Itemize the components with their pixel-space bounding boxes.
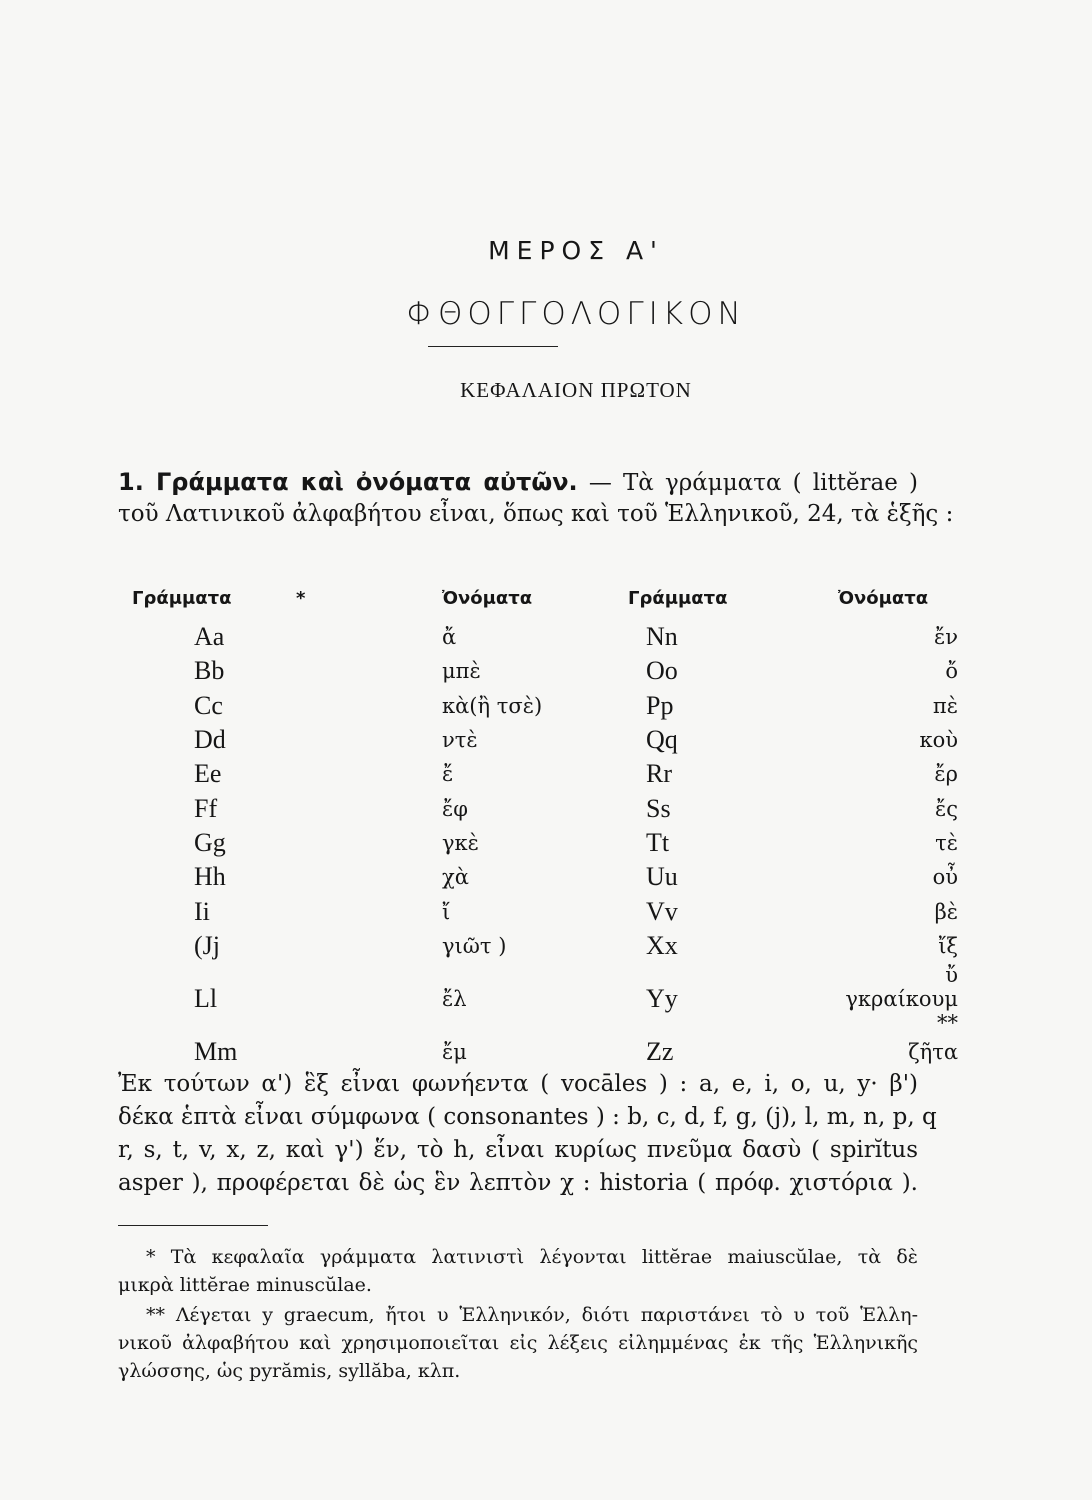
greek-name-left: κὰ(ἢ τσὲ)	[442, 693, 543, 718]
latin-letter-right: Tt	[646, 827, 670, 857]
greek-name-right: ὔ γκραίκουμ **	[845, 962, 958, 1035]
latin-letter-right: Oo	[646, 656, 678, 686]
footnote-1	[118, 1243, 918, 1299]
footnote-2-line-1: ** Λέγεται y graecum, ἤτοι υ Ἑλληνικόν, διότι παριστάνει τὸ υ τοῦ Ἑλλη-	[146, 1304, 918, 1326]
greek-name-right: ζῆτα	[908, 1040, 958, 1065]
greek-name-right: ἴξ	[938, 933, 958, 958]
latin-letter-left: Bb	[194, 656, 225, 686]
greek-name-right: ἔς	[934, 796, 958, 821]
latin-letter-right: Rr	[646, 759, 672, 789]
greek-name-left: ἔλ	[442, 986, 467, 1011]
section-1-line-2: τοῦ Λατινικοῦ ἀλφαβήτου εἶναι, ὅπως καὶ τοῦ Ἑλληνικοῦ, 24, τὰ ἑξῆς :	[118, 501, 954, 527]
header-names-left: Ὀνόματα	[442, 587, 533, 609]
latin-letter-left: (Jj	[194, 930, 220, 960]
footnote-2	[118, 1301, 918, 1385]
marker-spacer	[290, 791, 442, 825]
latin-letter-right: Vv	[646, 896, 678, 926]
section-2-paragraph	[118, 1068, 937, 1200]
latin-letter-right: Yy	[646, 983, 678, 1013]
section-2-line-1: Ἐκ τούτων α') ἓξ εἶναι φωνήεντα ( vocāles ) : a, e, i, o, u, y· β')	[118, 1071, 918, 1097]
latin-letter-right: Pp	[646, 690, 674, 720]
marker-spacer	[290, 654, 442, 688]
footnote-1-line-2: μικρὰ littĕrae minuscŭlae.	[118, 1274, 372, 1296]
latin-letter-left: Ff	[194, 793, 218, 823]
section-1-line-1-text: — Τὰ γράμματα ( littĕrae )	[577, 470, 918, 496]
greek-name-left: χὰ	[442, 865, 469, 890]
table-row	[120, 894, 958, 928]
greek-name-right: βὲ	[934, 899, 958, 924]
marker-spacer	[290, 620, 442, 654]
latin-letter-left: Gg	[194, 827, 226, 857]
greek-name-right: κοὺ	[919, 728, 958, 753]
latin-letter-right: Uu	[646, 862, 678, 892]
marker-spacer	[290, 757, 442, 791]
latin-letter-right: Zz	[646, 1037, 674, 1067]
marker-spacer	[290, 929, 442, 963]
section-1-line-1	[118, 467, 918, 499]
table-row	[120, 757, 958, 791]
subject-title: ΦΘΟΓΓΟΛΟΓΙΚΟΝ	[406, 296, 746, 332]
latin-letter-left: Cc	[194, 690, 223, 720]
marker-spacer	[290, 860, 442, 894]
greek-name-left: ἄ	[442, 625, 457, 650]
latin-letter-left: Ll	[194, 983, 218, 1013]
section-1-heading: 1. Γράμματα καὶ ὀνόματα αὐτῶν.	[118, 468, 578, 496]
footnote-2-line-3: γλώσσης, ὡς pyrămis, syllăba, κλπ.	[118, 1360, 461, 1382]
greek-name-left: ἔ	[442, 762, 454, 787]
marker-spacer	[290, 963, 442, 1035]
marker-spacer	[290, 1035, 442, 1069]
part-title: ΜΕΡΟΣ Α'	[488, 236, 664, 265]
marker-spacer	[290, 826, 442, 860]
marker-spacer	[290, 894, 442, 928]
latin-letter-left: Ee	[194, 759, 222, 789]
table-row	[120, 791, 958, 825]
alphabet-table	[120, 584, 958, 1069]
section-2-line-3: r, s, t, v, x, z, καὶ γ') ἕν, τὸ h, εἶναι κυρίως πνεῦμα δασὺ ( spirĭtus	[118, 1137, 918, 1163]
greek-name-left: γιῶτ )	[442, 933, 507, 958]
header-footnote-marker: *	[296, 587, 306, 609]
latin-letter-right: Nn	[646, 622, 678, 652]
header-names-right: Ὀνόματα	[838, 587, 929, 609]
table-row	[120, 689, 958, 723]
title-divider	[428, 346, 558, 347]
footnote-2-line-2: νικοῦ ἀλφαβήτου καὶ χρησιμοποιεῖται εἰς λέξεις εἰλημμένας ἐκ τῆς Ἑλληνικῆς	[118, 1332, 918, 1354]
latin-letter-right: Xx	[646, 930, 678, 960]
greek-name-left: μπὲ	[442, 659, 481, 684]
latin-letter-left: Ii	[194, 896, 210, 926]
latin-letter-right: Qq	[646, 725, 678, 755]
table-row	[120, 1035, 958, 1069]
table-row	[120, 929, 958, 963]
greek-name-right: ὄ	[945, 659, 958, 684]
greek-name-left: γκὲ	[442, 830, 479, 855]
table-row	[120, 963, 958, 1035]
latin-letter-left: Hh	[194, 862, 226, 892]
table-row	[120, 723, 958, 757]
section-1-paragraph	[118, 467, 954, 530]
greek-name-left: ἔφ	[442, 796, 468, 821]
latin-letter-right: Ss	[646, 793, 671, 823]
alphabet-table-header-row	[120, 584, 958, 620]
table-row	[120, 860, 958, 894]
table-row	[120, 654, 958, 688]
table-row	[120, 620, 958, 654]
latin-letter-left: Aa	[194, 622, 225, 652]
greek-name-right: ἔν	[933, 625, 958, 650]
footnote-divider	[118, 1225, 268, 1226]
marker-spacer	[290, 689, 442, 723]
header-letters-right: Γράμματα	[628, 587, 728, 609]
greek-name-right: οὖ	[932, 865, 958, 890]
section-2-line-4: asper ), προφέρεται δὲ ὡς ἓν λεπτὸν χ : historia ( πρόφ. χιστόρια ).	[118, 1170, 918, 1196]
greek-name-right: τὲ	[935, 830, 958, 855]
table-row	[120, 826, 958, 860]
greek-name-left: ντὲ	[442, 728, 478, 753]
footnote-1-line-1: * Τὰ κεφαλαῖα γράμματα λατινιστὶ λέγονται littĕrae maiuscŭlae, τὰ δὲ	[146, 1246, 918, 1268]
header-letters-left: Γράμματα	[132, 587, 232, 609]
marker-spacer	[290, 723, 442, 757]
greek-name-right: ἔρ	[934, 762, 958, 787]
section-2-line-2: δέκα ἑπτὰ εἶναι σύμφωνα ( consonantes ) : b, c, d, f, g, (j), l, m, n, p, q	[118, 1104, 937, 1130]
chapter-title: ΚΕΦΑΛΑΙΟΝ ΠΡΩΤΟΝ	[460, 378, 692, 402]
greek-name-right: πὲ	[932, 693, 958, 718]
greek-name-left: ἔμ	[442, 1040, 467, 1065]
latin-letter-left: Dd	[194, 725, 226, 755]
greek-name-left: ἴ	[442, 899, 451, 924]
latin-letter-left: Mm	[194, 1037, 238, 1067]
